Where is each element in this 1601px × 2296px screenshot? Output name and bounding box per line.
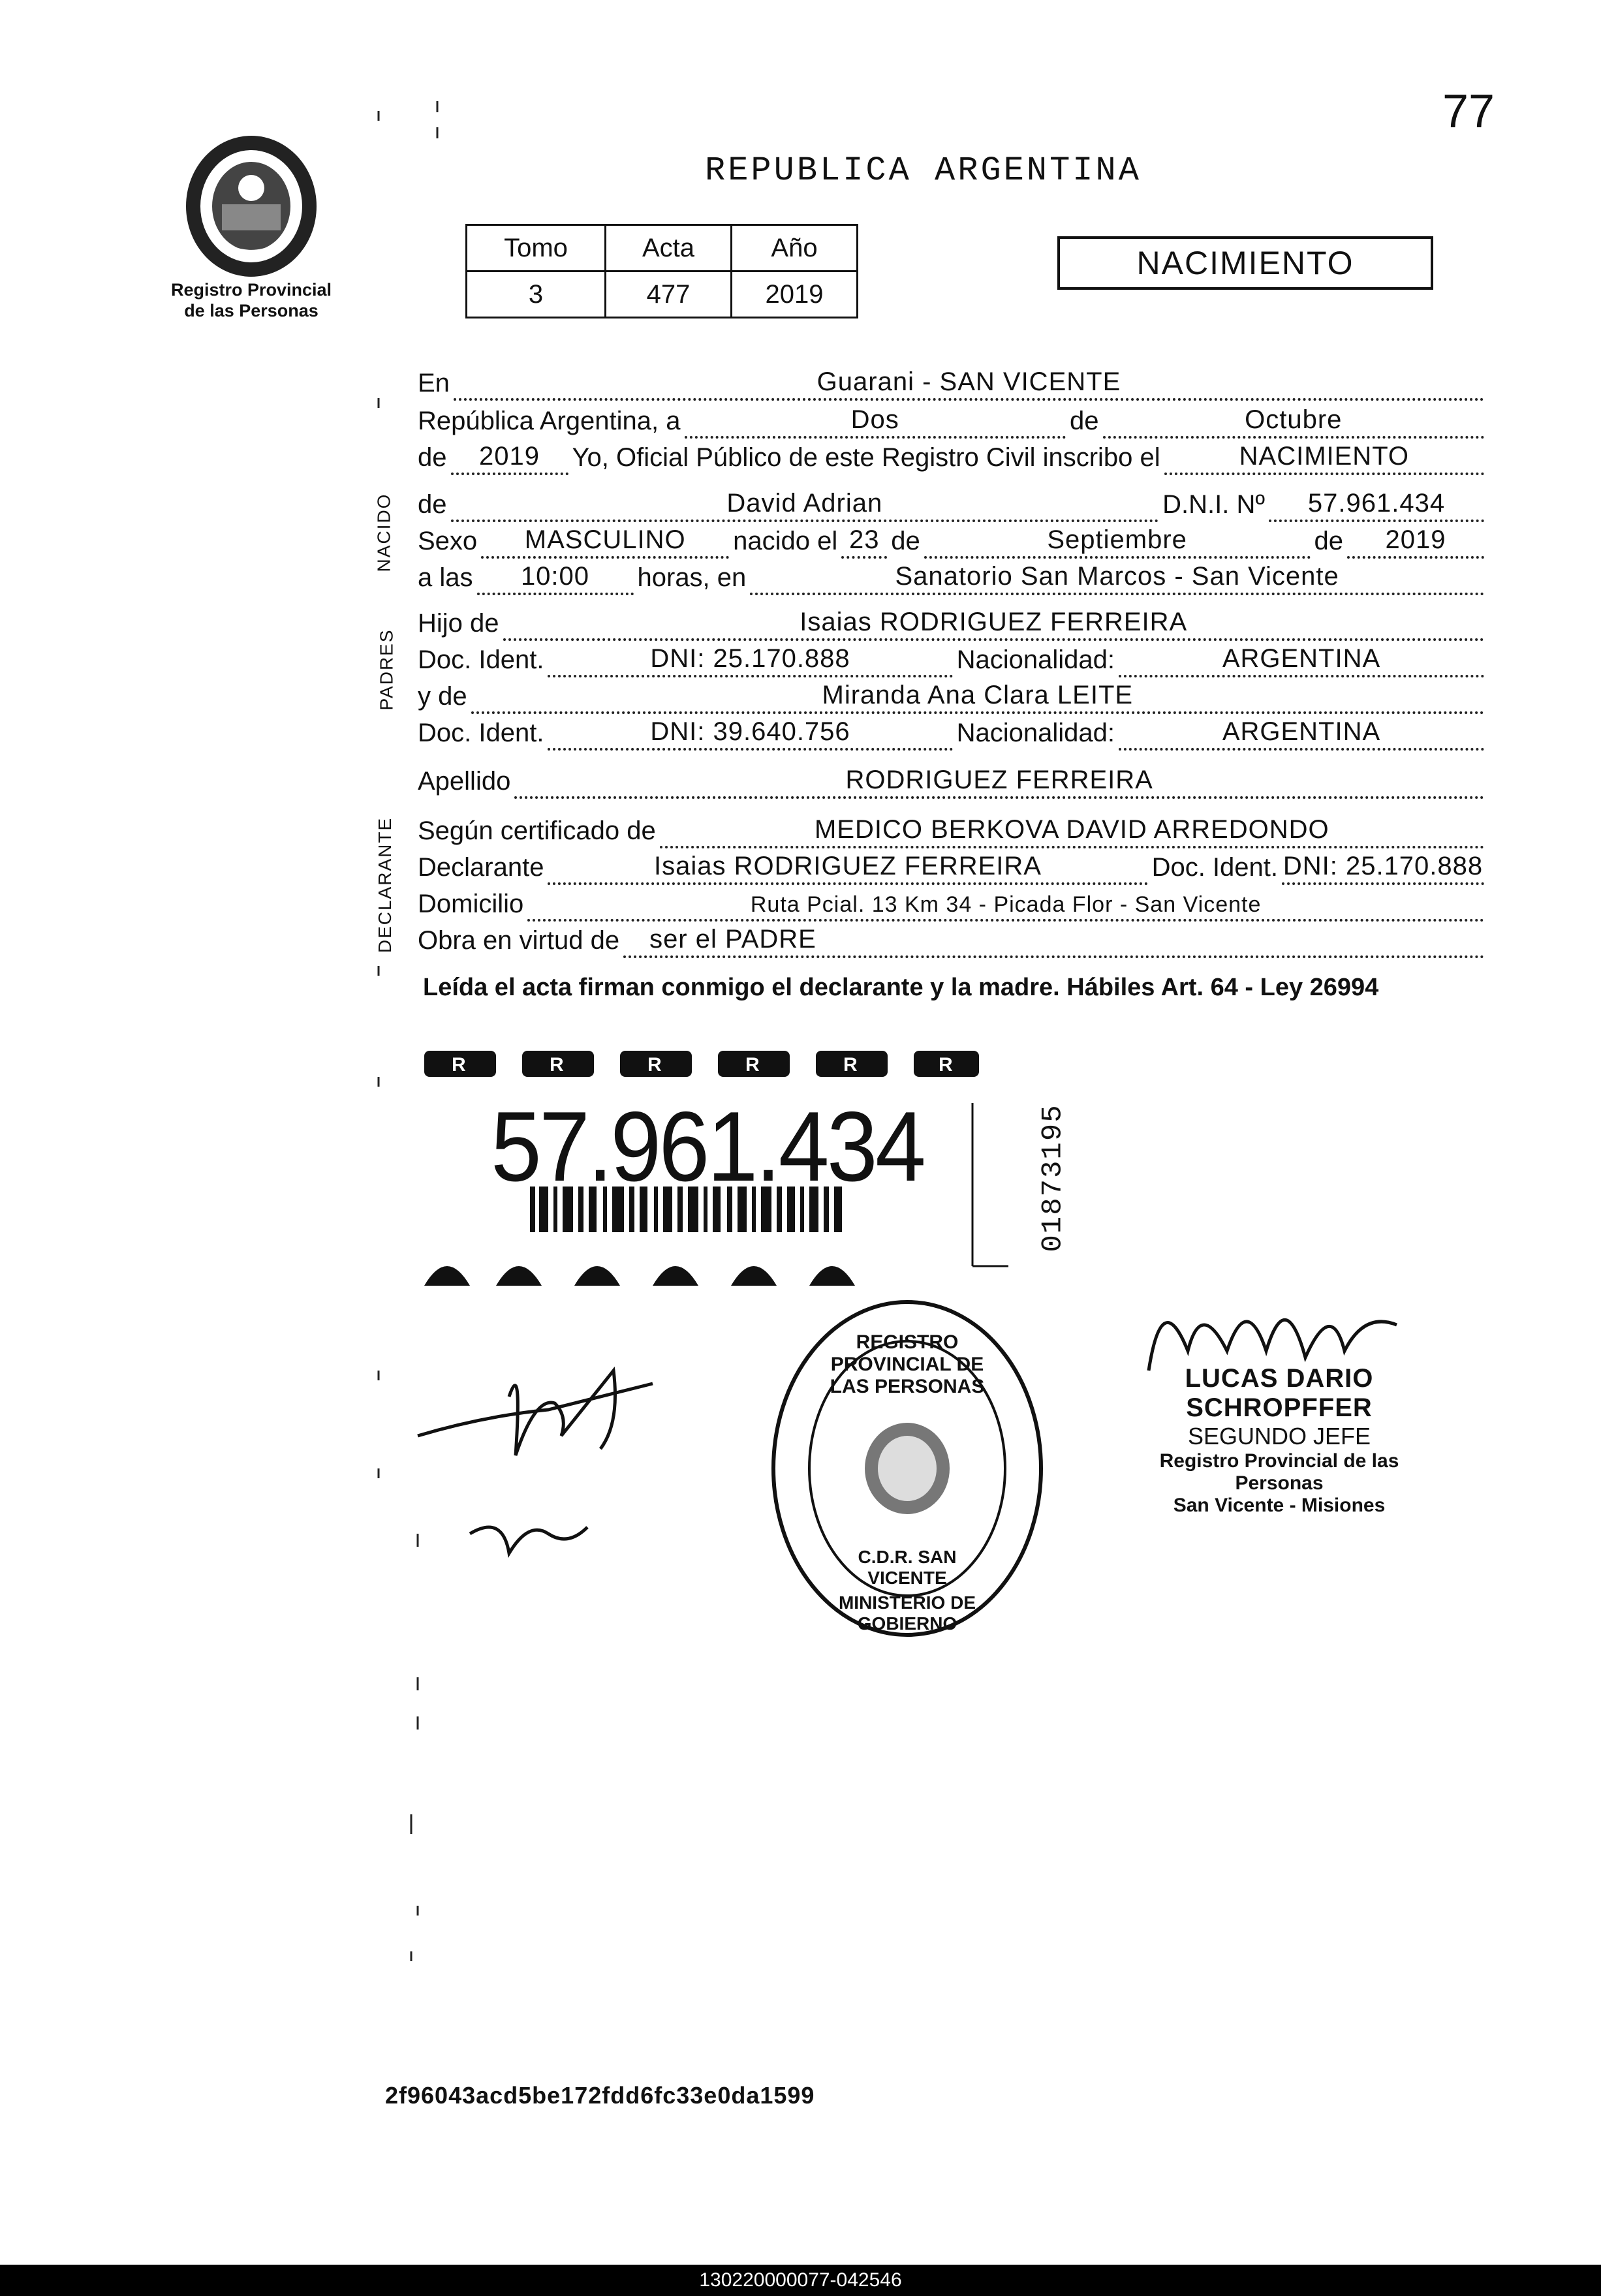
value-anio-nac: 2019 [1385, 525, 1446, 554]
field-madre [471, 677, 1484, 714]
svg-text:R: R [939, 1054, 953, 1076]
logo-label [157, 279, 346, 321]
official-org-line-2: San Vicente - Misiones [1173, 1495, 1386, 1516]
svg-text:R: R [745, 1054, 760, 1076]
margin-marks [365, 98, 444, 1991]
act-type-box: NACIMIENTO [1057, 236, 1433, 290]
value-madre: Miranda Ana Clara LEITE [822, 681, 1134, 709]
official-org-line-1: Registro Provincial de las Personas [1159, 1450, 1399, 1494]
label-nacionalidad: Nacionalidad: [956, 719, 1115, 747]
value-hora: 10:00 [520, 562, 590, 591]
value-nombre: David Adrian [726, 489, 883, 518]
ref-value-acta: 477 [606, 271, 732, 318]
sticker-code: 01873195 [1036, 1104, 1070, 1252]
value-lugar: Guarani - SAN VICENTE [816, 367, 1121, 396]
field-padre [503, 604, 1484, 641]
line-obra [418, 924, 1488, 958]
label-de: de [1070, 407, 1099, 435]
value-madre-nac: ARGENTINA [1222, 717, 1381, 746]
svg-text:R: R [647, 1054, 662, 1076]
ref-header-tomo: Tomo [467, 225, 606, 271]
field-nombre [451, 486, 1159, 522]
line-fecha-acta [418, 405, 1488, 439]
value-padre: Isaias RODRIGUEZ FERREIRA [800, 608, 1188, 636]
value-padre-doc: DNI: 25.170.888 [650, 644, 850, 673]
value-obra: ser el PADRE [649, 925, 816, 954]
field-madre-doc [548, 714, 952, 751]
label-hijo-de: Hijo de [418, 609, 499, 638]
field-tipo [1164, 439, 1484, 475]
field-padre-nac [1119, 641, 1484, 677]
field-certificado [660, 812, 1484, 848]
field-declarante [548, 848, 1147, 885]
field-obra [623, 922, 1484, 958]
field-lugar-nac [750, 559, 1484, 595]
declarant-signature [405, 1318, 744, 1592]
ref-value-tomo: 3 [467, 271, 606, 318]
reference-table [465, 224, 858, 318]
line-declarante [418, 851, 1488, 885]
value-dni: 57.961.434 [1307, 489, 1446, 518]
field-hora [477, 559, 634, 595]
field-domicilio [527, 885, 1484, 922]
province-seal-logo [176, 129, 326, 279]
closing-note: Leída el acta firman conmigo el declarante y la madre. Hábiles Art. 64 - Ley 26994 [423, 974, 1379, 1001]
line-certificado [418, 814, 1488, 848]
line-apellido [418, 765, 1488, 799]
label-sexo: Sexo [418, 527, 478, 555]
value-dia-acta: Dos [850, 405, 899, 434]
line-padre-doc [418, 644, 1488, 677]
value-padre-nac: ARGENTINA [1222, 644, 1381, 673]
value-madre-doc: DNI: 39.640.756 [650, 717, 850, 746]
field-sexo [481, 522, 729, 559]
line-hora-lugar [418, 561, 1488, 595]
stamp-outer-text: REGISTRO PROVINCIAL DE LAS PERSONAS [830, 1331, 985, 1397]
footer-code-bar: 130220000077-042546 [0, 2265, 1601, 2296]
label-doc-ident: Doc. Ident. [418, 719, 544, 747]
value-mes-acta: Octubre [1245, 405, 1343, 434]
document-title: REPUBLICA ARGENTINA [705, 151, 1142, 190]
field-lugar [454, 364, 1484, 401]
field-dia-acta [685, 402, 1066, 439]
label-nacido-el: nacido el [733, 527, 838, 555]
svg-text:R: R [550, 1054, 564, 1076]
value-declarante: Isaias RODRIGUEZ FERREIRA [654, 852, 1042, 880]
logo-label-line-2: de las Personas [184, 301, 319, 320]
label-republica-a: República Argentina, a [418, 407, 681, 435]
label-y-de: y de [418, 682, 467, 711]
label-horas-en: horas, en [637, 563, 747, 592]
label-apellido: Apellido [418, 767, 511, 796]
label-yo-oficial: Yo, Oficial Público de este Registro Civil inscribo el [572, 443, 1160, 472]
value-anio-acta: 2019 [479, 442, 540, 471]
ref-value-anio: 2019 [732, 271, 858, 318]
line-domicilio [418, 888, 1488, 922]
label-segun-cert: Según certificado de [418, 816, 656, 845]
section-label-nacido: NACIDO [373, 493, 394, 572]
line-madre-doc [418, 717, 1488, 751]
page-number: 77 [1442, 85, 1495, 138]
label-doc-ident: Doc. Ident. [1151, 853, 1278, 882]
official-block [1123, 1364, 1436, 1517]
logo-label-line-1: Registro Provincial [170, 280, 332, 300]
value-domicilio: Ruta Pcial. 13 Km 34 - Picada Flor - San Vicente [750, 892, 1262, 917]
field-mes-nac [924, 522, 1311, 559]
label-dni-no: D.N.I. Nº [1162, 490, 1265, 519]
label-de: de [418, 443, 447, 472]
field-dni [1269, 486, 1484, 522]
line-nombre [418, 488, 1488, 522]
value-mes-nac: Septiembre [1047, 525, 1187, 554]
value-apellido: RODRIGUEZ FERREIRA [845, 766, 1153, 794]
section-label-declarante: DECLARANTE [375, 816, 396, 954]
value-sexo: MASCULINO [524, 525, 686, 554]
field-anio-nac [1347, 522, 1484, 559]
label-de: de [891, 527, 920, 555]
value-declarante-doc: DNI: 25.170.888 [1282, 852, 1484, 880]
label-domicilio: Domicilio [418, 890, 524, 918]
field-apellido [514, 762, 1484, 799]
value-lugar-nac: Sanatorio San Marcos - San Vicente [895, 562, 1339, 591]
line-padre [418, 607, 1488, 641]
official-title: SEGUNDO JEFE [1187, 1423, 1371, 1450]
line-inscripcion [418, 441, 1488, 475]
label-doc-ident: Doc. Ident. [418, 645, 544, 674]
field-declarante-doc [1282, 848, 1484, 885]
stamp-inner-text: C.D.R. SAN VICENTE [858, 1547, 957, 1588]
label-de: de [418, 490, 447, 519]
line-sexo-nacimiento [418, 525, 1488, 559]
label-obra-virtud: Obra en virtud de [418, 926, 620, 955]
label-a-las: a las [418, 563, 473, 592]
field-dia-nac [841, 522, 887, 559]
stamp-bottom-text: MINISTERIO DE GOBIERNO [838, 1592, 976, 1634]
label-de: de [1314, 527, 1343, 555]
field-anio-acta [451, 439, 568, 475]
value-certificado: MEDICO BERKOVA DAVID ARREDONDO [815, 815, 1329, 844]
label-nacionalidad: Nacionalidad: [956, 645, 1115, 674]
label-declarante: Declarante [418, 853, 544, 882]
field-madre-nac [1119, 714, 1484, 751]
document-hash: 2f96043acd5be172fdd6fc33e0da1599 [385, 2082, 815, 2109]
value-tipo: NACIMIENTO [1239, 442, 1410, 471]
section-label-padres: PADRES [376, 628, 397, 711]
line-lugar [418, 367, 1488, 401]
line-madre [418, 680, 1488, 714]
label-en: En [418, 369, 450, 397]
sticker-dni-number: 57.961.434 [491, 1091, 924, 1202]
svg-text:R: R [843, 1054, 858, 1076]
value-dia-nac: 23 [849, 525, 880, 554]
field-padre-doc [548, 641, 952, 677]
ref-header-anio: Año [732, 225, 858, 271]
field-mes-acta [1103, 402, 1485, 439]
official-name: LUCAS DARIO SCHROPFFER [1185, 1364, 1374, 1422]
ref-header-acta: Acta [606, 225, 732, 271]
svg-text:R: R [452, 1054, 466, 1076]
